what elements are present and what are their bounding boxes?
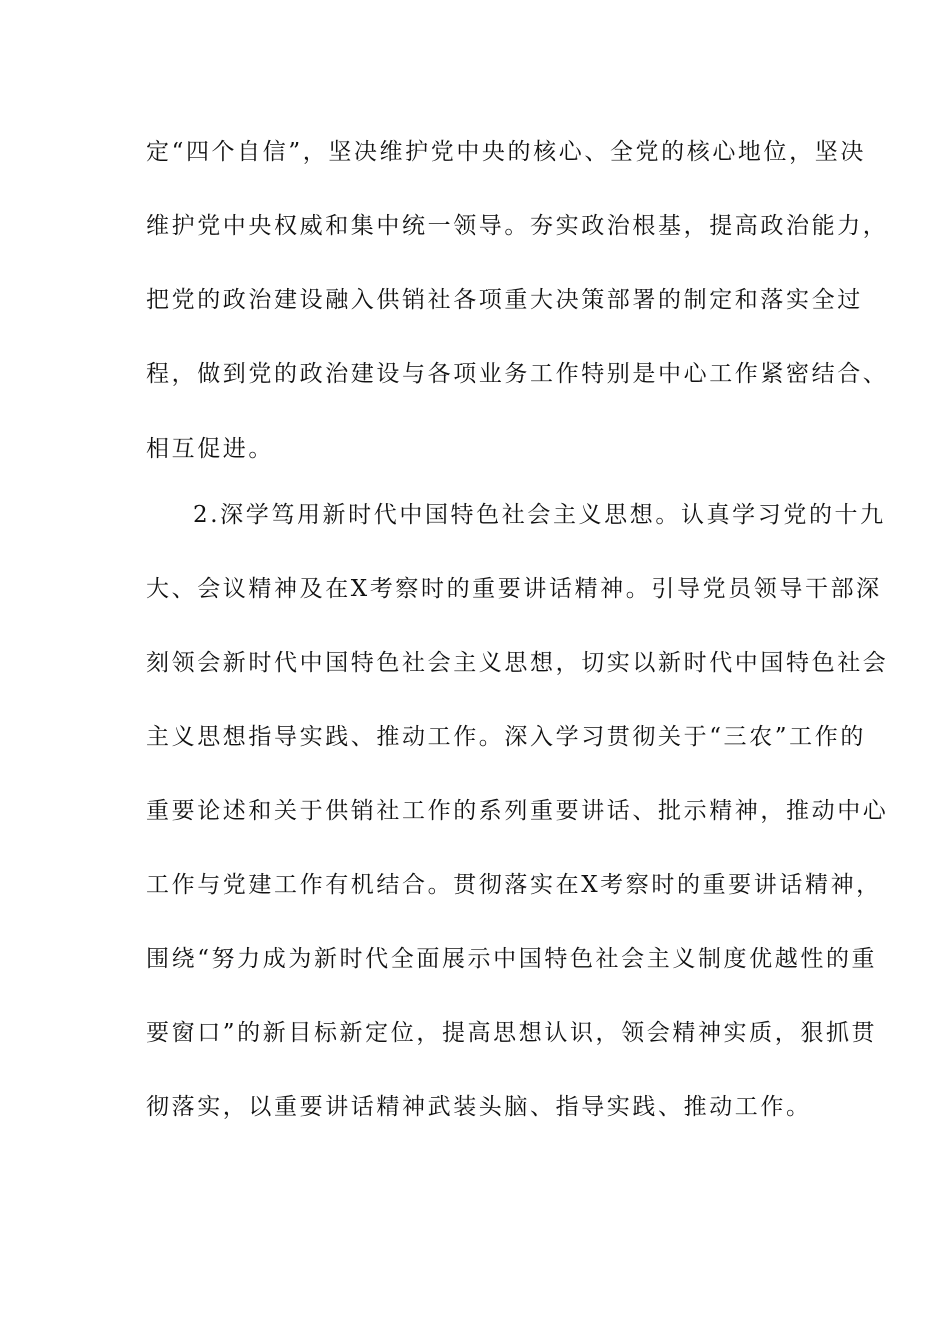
paragraph-line: 定“四个自信”，坚决维护党中央的核心、全党的核心地位，坚决 [146, 139, 866, 165]
paragraph-line: 大、会议精神及在X考察时的重要讲话精神。引导党员领导干部深 [146, 576, 882, 602]
paragraph-line: 围绕“努力成为新时代全面展示中国特色社会主义制度优越性的重 [146, 946, 878, 972]
paragraph-line: 重要论述和关于供销社工作的系列重要讲话、批示精神，推动中心 [146, 798, 889, 824]
paragraph-line: 刻领会新时代中国特色社会主义思想，切实以新时代中国特色社会 [146, 650, 889, 676]
paragraph-line: 相互促进。 [146, 436, 274, 462]
paragraph-line: 工作与党建工作有机结合。贯彻落实在X考察时的重要讲话精神， [146, 872, 882, 898]
paragraph-line: 程，做到党的政治建设与各项业务工作特别是中心工作紧密结合、 [146, 361, 889, 387]
paragraph-line: 维护党中央权威和集中统一领导。夯实政治根基，提高政治能力， [146, 213, 889, 239]
paragraph-line: 主义思想指导实践、推动工作。深入学习贯彻关于“三农”工作的 [146, 724, 866, 750]
paragraph-line: 2.深学笃用新时代中国特色社会主义思想。认真学习党的十九 [193, 502, 886, 528]
paragraph-line: 彻落实，以重要讲话精神武装头脑、指导实践、推动工作。 [146, 1094, 812, 1120]
paragraph-line: 把党的政治建设融入供销社各项重大决策部署的制定和落实全过 [146, 287, 863, 313]
paragraph-line: 要窗口”的新目标新定位，提高思想认识，领会精神实质，狠抓贯 [146, 1020, 878, 1046]
